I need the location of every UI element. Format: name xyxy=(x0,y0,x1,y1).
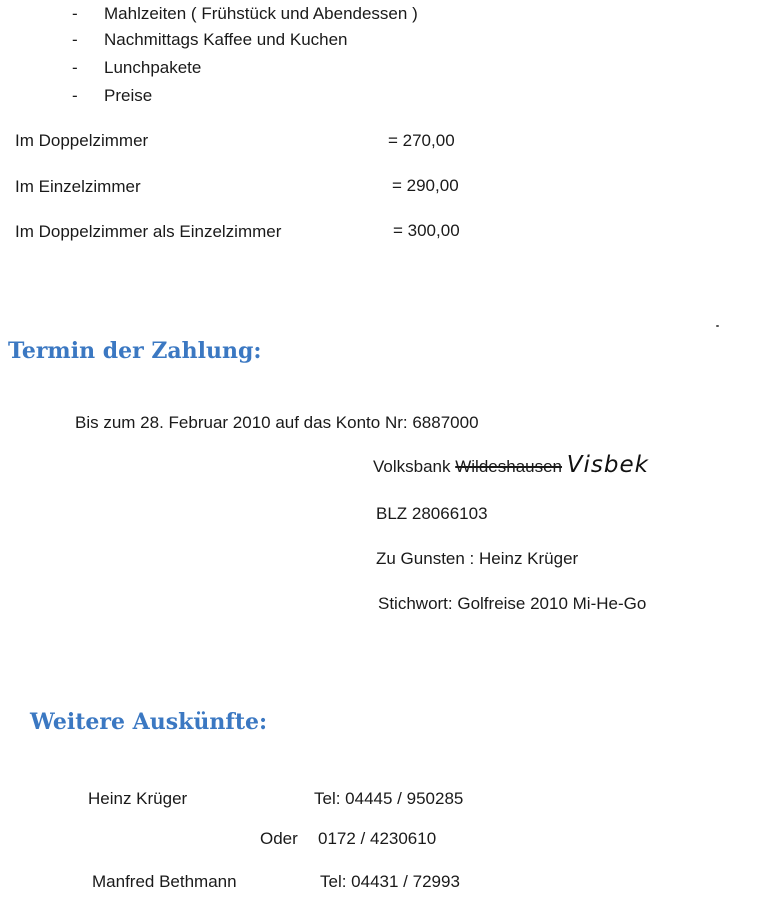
price-value: = 290,00 xyxy=(392,176,459,195)
list-dash: - xyxy=(72,30,78,49)
list-dash: - xyxy=(72,58,78,77)
scan-speck xyxy=(716,325,719,327)
list-dash: - xyxy=(72,86,78,105)
contact-or: Oder xyxy=(260,829,298,848)
list-item: Mahlzeiten ( Frühstück und Abendessen ) xyxy=(104,4,418,23)
bank-blz: BLZ 28066103 xyxy=(376,504,488,523)
contact-phone: 0172 / 4230610 xyxy=(318,829,437,848)
list-item: Nachmittags Kaffee und Kuchen xyxy=(104,30,348,49)
contact-name: Manfred Bethmann xyxy=(92,872,237,891)
price-value: = 270,00 xyxy=(388,131,455,150)
price-label: Im Doppelzimmer xyxy=(15,131,149,150)
payment-reference: Stichwort: Golfreise 2010 Mi-He-Go xyxy=(378,594,647,613)
price-value: = 300,00 xyxy=(393,221,460,240)
payment-heading: Termin der Zahlung: xyxy=(8,338,262,364)
price-label: Im Doppelzimmer als Einzelzimmer xyxy=(15,222,282,241)
beneficiary: Zu Gunsten : Heinz Krüger xyxy=(376,549,579,568)
bank-prefix: Volksbank xyxy=(373,457,451,476)
bank-handwritten-correction: Visbek xyxy=(566,452,649,478)
contact-name: Heinz Krüger xyxy=(88,789,188,808)
price-label: Im Einzelzimmer xyxy=(15,177,141,196)
payment-due-line: Bis zum 28. Februar 2010 auf das Konto Nr: 6887000 xyxy=(75,413,479,432)
list-dash: - xyxy=(72,4,78,23)
list-item: Preise xyxy=(104,86,153,105)
bank-line xyxy=(373,452,649,478)
contact-phone: Tel: 04431 / 72993 xyxy=(320,872,460,891)
contacts-heading: Weitere Auskünfte: xyxy=(30,709,268,735)
bank-struck-name: Wildeshausen xyxy=(455,457,563,476)
contact-phone: Tel: 04445 / 950285 xyxy=(314,789,464,808)
list-item: Lunchpakete xyxy=(104,58,202,77)
